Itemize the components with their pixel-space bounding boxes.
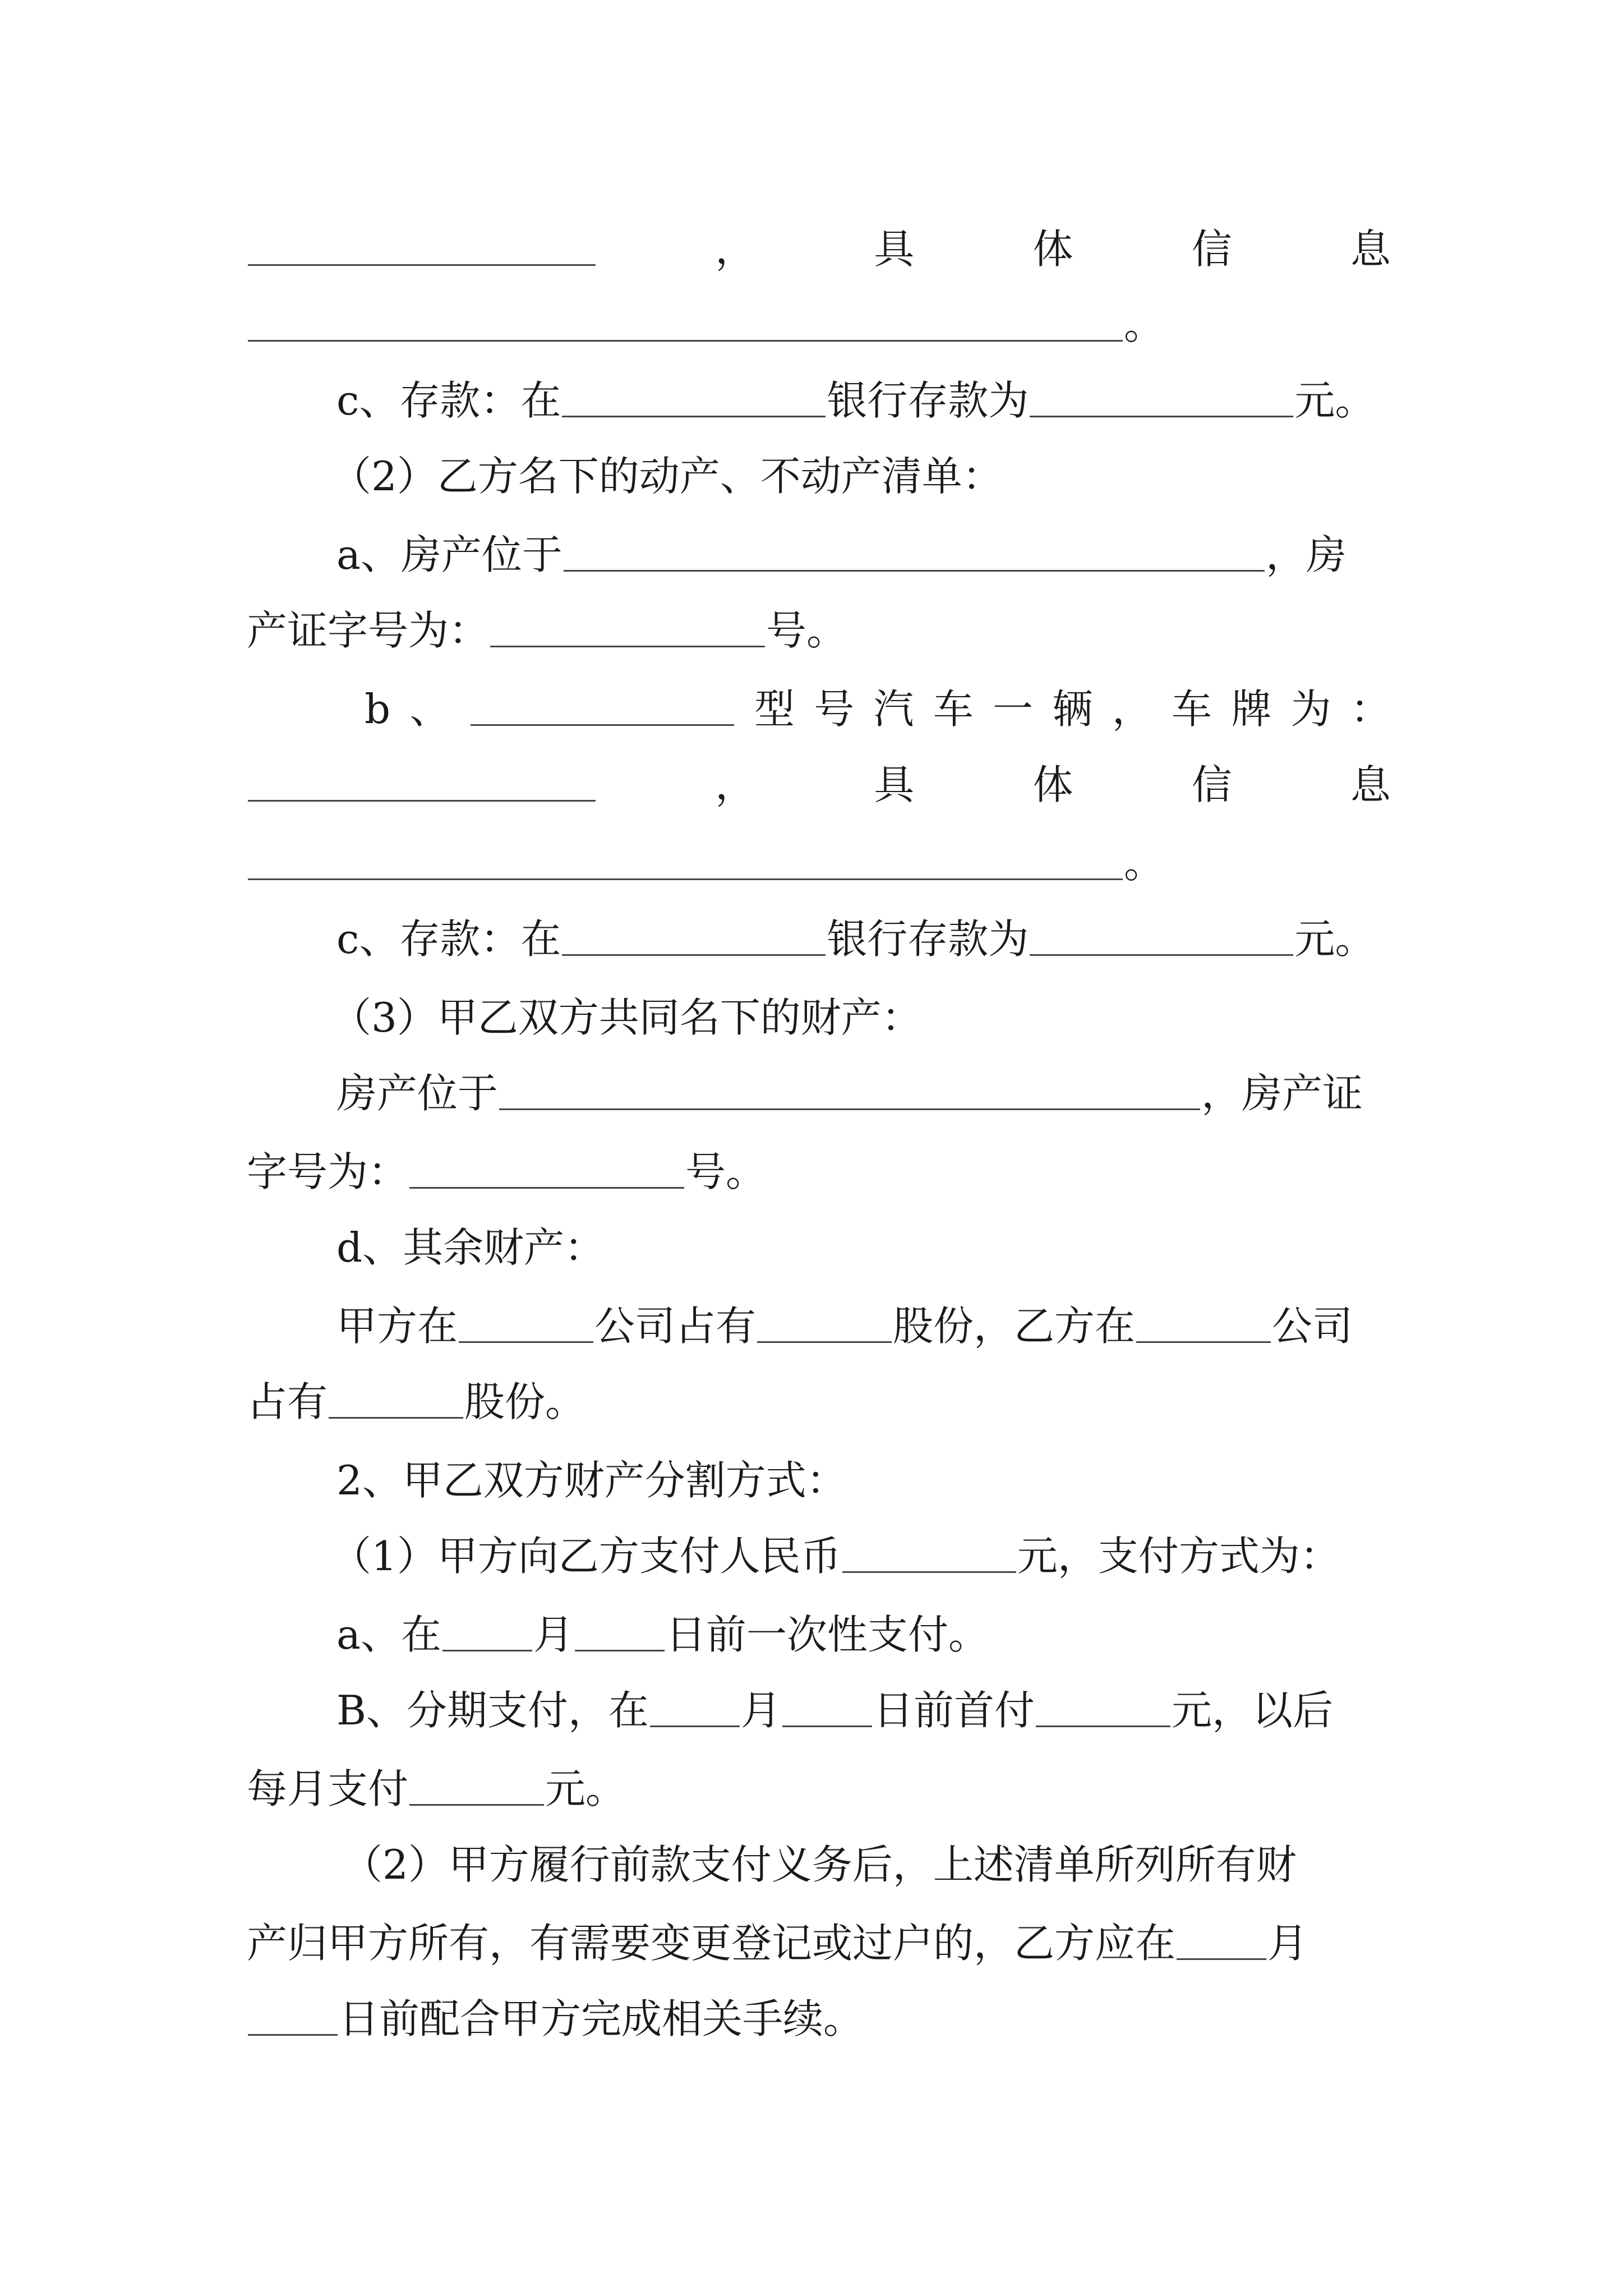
text: 股份。 <box>464 1378 586 1425</box>
text: d、其余财产： <box>336 1224 605 1271</box>
text: 元。 <box>1294 915 1376 963</box>
line-13 <box>247 1130 1391 1195</box>
text: a、在 <box>336 1611 441 1658</box>
blank-field[interactable] <box>409 1803 544 1806</box>
text: 具 <box>874 226 915 273</box>
text: ， <box>715 226 756 273</box>
blank-field[interactable] <box>1030 954 1293 956</box>
text: b <box>365 685 391 733</box>
text: 每月支付 <box>247 1765 409 1812</box>
blank-field[interactable] <box>650 1725 740 1727</box>
line-21 <box>247 1747 1391 1812</box>
blank-field[interactable] <box>1036 1725 1170 1727</box>
text: 车 <box>933 685 974 733</box>
text: 牌 <box>1231 685 1272 733</box>
text: （1）甲方向乙方支付人民币 <box>331 1533 841 1580</box>
text: 占有 <box>247 1378 328 1425</box>
text: 甲方在 <box>336 1303 458 1350</box>
blank-field[interactable] <box>248 264 596 266</box>
line-10 <box>247 898 1481 963</box>
text: 具 <box>874 761 915 808</box>
text: 车 <box>1172 685 1212 733</box>
text: 汽 <box>873 685 914 733</box>
line-6 <box>247 589 1391 654</box>
text: 字号为： <box>247 1148 409 1195</box>
text: 元，支付方式为： <box>1017 1533 1340 1580</box>
blank-field[interactable] <box>248 878 1123 880</box>
blank-field[interactable] <box>1136 1341 1271 1343</box>
line-1 <box>247 208 1391 273</box>
text: ， <box>1112 685 1152 733</box>
blank-field[interactable] <box>329 1416 463 1419</box>
text: 息 <box>1350 761 1391 808</box>
text: （2）乙方名下的动产、不动产清单： <box>331 453 1003 500</box>
line-22 <box>247 1823 1486 1888</box>
text: 号 <box>814 685 855 733</box>
blank-field[interactable] <box>499 1108 1200 1110</box>
blank-field[interactable] <box>248 2033 338 2036</box>
line-15 <box>247 1285 1481 1350</box>
text: 元，以后 <box>1171 1687 1333 1734</box>
text: 元。 <box>1294 377 1376 424</box>
text: 房产位于 <box>336 1070 499 1117</box>
text: ，房 <box>1265 531 1347 578</box>
text: 体 <box>1032 761 1073 808</box>
text: 公司 <box>1272 1303 1353 1350</box>
text: 。 <box>1124 301 1165 348</box>
blank-field[interactable] <box>248 339 1123 342</box>
text: 2、甲乙双方财产分割方式： <box>336 1457 847 1504</box>
blank-field[interactable] <box>782 1725 872 1727</box>
text: 辆 <box>1052 685 1093 733</box>
text: 月 <box>740 1687 781 1734</box>
text: 银行存款为 <box>827 377 1029 424</box>
blank-field[interactable] <box>1177 1958 1266 1960</box>
blank-field[interactable] <box>442 1649 532 1651</box>
text: 为 <box>1290 685 1331 733</box>
text: 日前一次性支付。 <box>665 1611 989 1658</box>
blank-field[interactable] <box>757 1341 892 1343</box>
text: 。 <box>1124 840 1165 887</box>
text: ： <box>1350 685 1391 733</box>
text: 月 <box>1267 1920 1308 1967</box>
blank-field[interactable] <box>490 645 765 647</box>
text: 股份，乙方在 <box>893 1303 1136 1350</box>
blank-field[interactable] <box>459 1341 593 1343</box>
text: 体 <box>1032 226 1073 273</box>
text: 信 <box>1191 226 1232 273</box>
line-2 <box>247 283 1391 348</box>
blank-field[interactable] <box>562 954 826 956</box>
text: c、存款：在 <box>336 915 561 963</box>
line-12 <box>247 1052 1481 1117</box>
text: a、房产位于 <box>336 531 562 578</box>
text: 信 <box>1191 761 1232 808</box>
text: 日前首付 <box>873 1687 1035 1734</box>
text: 银行存款为 <box>827 915 1029 963</box>
text: c、存款：在 <box>336 377 561 424</box>
blank-field[interactable] <box>575 1649 665 1651</box>
line-4 <box>247 435 1475 500</box>
blank-field[interactable] <box>842 1571 1016 1573</box>
text: （3）甲乙双方共同名下的财产： <box>331 994 922 1041</box>
text: 号。 <box>685 1148 767 1195</box>
text: 产证字号为： <box>247 607 490 654</box>
text: 型 <box>754 685 795 733</box>
line-17 <box>247 1439 1481 1504</box>
text: 日前配合甲方完成相关手续。 <box>339 1995 864 2042</box>
text: 元。 <box>545 1765 626 1812</box>
text: （2）甲方履行前款支付义务后，上述清单所列所有财 <box>342 1841 1297 1888</box>
text: ，房产证 <box>1201 1070 1363 1117</box>
blank-field[interactable] <box>562 415 826 417</box>
line-3 <box>247 359 1481 424</box>
blank-field[interactable] <box>248 799 596 802</box>
line-7 <box>247 668 1391 733</box>
text: 月 <box>533 1611 574 1658</box>
text: 息 <box>1350 226 1391 273</box>
text: ， <box>715 761 756 808</box>
blank-field[interactable] <box>409 1186 684 1189</box>
line-8 <box>247 743 1391 808</box>
blank-field[interactable] <box>564 569 1265 572</box>
line-9 <box>247 822 1391 887</box>
line-23 <box>247 1902 1391 1967</box>
line-19 <box>247 1593 1481 1658</box>
line-16 <box>247 1360 1391 1425</box>
line-5 <box>247 513 1481 578</box>
text: 一 <box>993 685 1034 733</box>
line-18 <box>247 1515 1497 1580</box>
blank-field[interactable] <box>471 724 734 726</box>
blank-field[interactable] <box>1030 415 1293 417</box>
text: 号。 <box>766 607 847 654</box>
line-20 <box>247 1669 1481 1734</box>
text: 公司占有 <box>594 1303 757 1350</box>
text: 、 <box>409 685 450 733</box>
text: B、分期支付，在 <box>336 1687 649 1734</box>
text: 产归甲方所有，有需要变更登记或过户的，乙方应在 <box>247 1920 1176 1967</box>
line-14 <box>247 1206 1481 1271</box>
line-11 <box>247 976 1475 1041</box>
line-24 <box>247 1977 1391 2042</box>
